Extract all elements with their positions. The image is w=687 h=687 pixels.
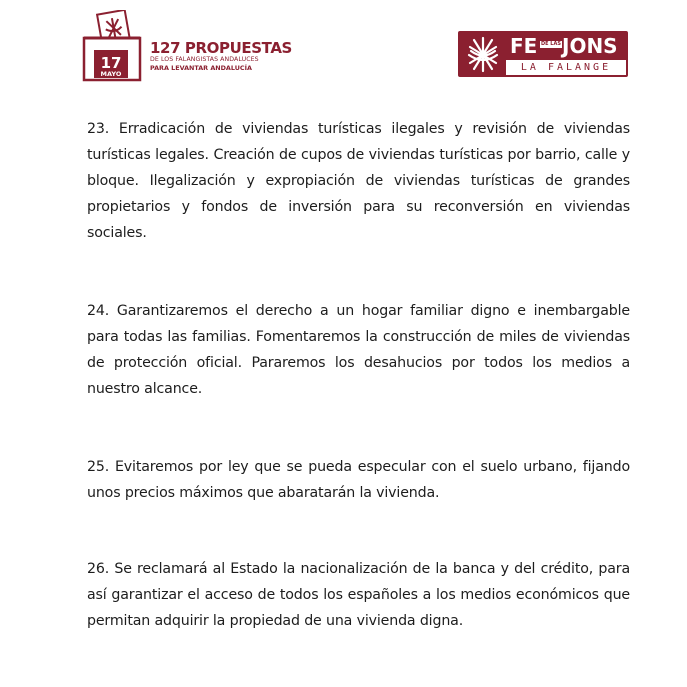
ballot-day: 17 <box>100 54 122 72</box>
campaign-subtitle-1: DE LOS FALANGISTAS ANDALUCES <box>150 56 259 63</box>
proposal-25: 25. Evitaremos por ley que se pueda especular con el suelo urbano, fijando unos precios máximos que abaratarán la vivienda. <box>87 459 630 501</box>
party-jons: JONS <box>562 34 618 58</box>
campaign-logo <box>82 10 292 82</box>
ballot-box-icon <box>82 10 146 82</box>
proposal-24: 24. Garantizaremos el derecho a un hogar familiar digno e inembargable para todas las familias. Fomentaremos la construcción de miles de viviendas de protección oficial. Pararemos los desahucios por todos los medios a nuestro alcance. <box>87 303 630 397</box>
yoke-arrows-icon <box>460 33 506 75</box>
party-logo <box>458 31 628 77</box>
party-de-las: DE LAS <box>541 41 561 47</box>
party-tagline: LA FALANGE <box>520 62 612 73</box>
party-name-bar <box>506 33 626 60</box>
campaign-subtitle-2: PARA LEVANTAR ANDALUCÍA <box>150 64 252 72</box>
party-fe: FE <box>510 34 538 58</box>
yoke-arrows-emblem <box>460 33 506 75</box>
campaign-title-block <box>150 40 300 72</box>
ballot-month: MAYO <box>100 70 122 78</box>
proposal-23: 23. Erradicación de viviendas turísticas ilegales y revisión de viviendas turísticas legales. Creación de cupos de viviendas turísticas por barrio, calle y bloque. Ilegalización y expropiación de viviendas turísticas de grandes propietarios y fondos de inversión para su reconversión en viviendas sociales. <box>87 121 630 241</box>
proposal-26: 26. Se reclamará al Estado la nacionalización de la banca y del crédito, para así garantizar el acceso de todos los españoles a los medios económicos que permitan adquirir la propiedad de una vivienda digna. <box>87 561 630 629</box>
campaign-title: 127 PROPUESTAS <box>150 39 292 57</box>
page-header <box>0 0 687 90</box>
